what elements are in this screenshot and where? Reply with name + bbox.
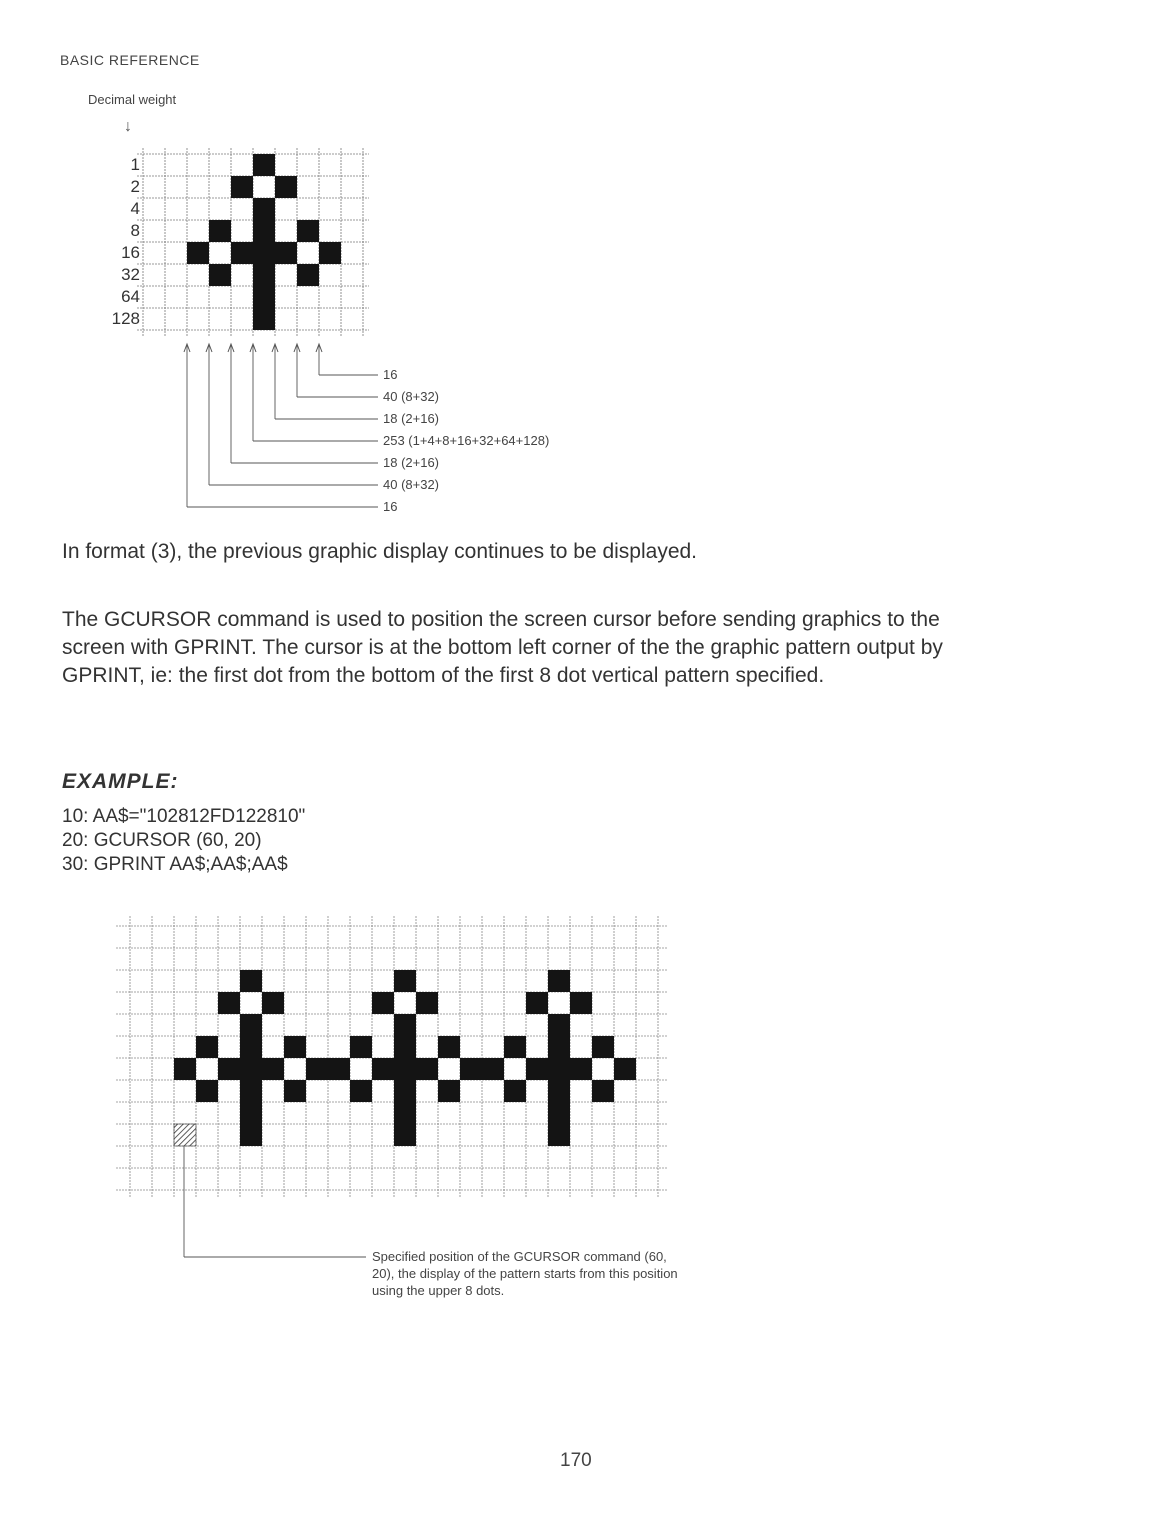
row-weight: 2 <box>130 177 140 196</box>
pattern-dot <box>240 1036 262 1058</box>
pattern-dot <box>438 1080 460 1102</box>
dot-pattern-figure <box>0 0 1175 540</box>
gcursor-caption: Specified position of the GCURSOR command (60, 20), the display of the pattern starts from this position using the upper 8 dots. <box>372 1249 678 1298</box>
pattern-dot <box>187 242 209 264</box>
code-line: 20: GCURSOR (60, 20) <box>62 830 262 851</box>
pattern-dot <box>253 264 275 286</box>
pattern-dot <box>306 1058 328 1080</box>
pattern-dot <box>526 992 548 1014</box>
pattern-dot <box>416 1058 438 1080</box>
pattern-dot <box>328 1058 350 1080</box>
row-weight: 4 <box>130 199 140 218</box>
pattern-dot <box>253 220 275 242</box>
pattern-dot <box>284 1080 306 1102</box>
decimal-weight-label: Decimal weight <box>88 92 177 107</box>
pattern-dot <box>297 220 319 242</box>
pattern-dot <box>372 1058 394 1080</box>
pattern-dot <box>548 1080 570 1102</box>
pattern-dot <box>240 1124 262 1146</box>
row-weight: 8 <box>130 221 140 240</box>
pattern-dot <box>372 992 394 1014</box>
column-sum: 18 (2+16) <box>383 411 440 426</box>
pattern-dot <box>350 1036 372 1058</box>
row-weight: 128 <box>111 309 140 328</box>
pattern-dot <box>548 1058 570 1080</box>
pattern-dot <box>196 1080 218 1102</box>
column-sum: 16 <box>383 367 398 382</box>
pattern-dot <box>253 198 275 220</box>
pattern-dot <box>548 1014 570 1036</box>
column-sum-labels <box>383 364 549 518</box>
pattern-dot <box>394 1036 416 1058</box>
pattern-dot <box>231 176 253 198</box>
pattern-dot <box>526 1058 548 1080</box>
pattern-dot <box>482 1058 504 1080</box>
pattern-dot <box>218 1058 240 1080</box>
pattern-dot <box>262 992 284 1014</box>
pattern-dot <box>253 286 275 308</box>
pattern-dot <box>253 242 275 264</box>
pattern-dot <box>394 1080 416 1102</box>
pattern-dot <box>284 1036 306 1058</box>
pattern-dot <box>570 992 592 1014</box>
pattern-dot <box>504 1036 526 1058</box>
page-header: BASIC REFERENCE <box>60 52 200 68</box>
pattern-dot <box>240 970 262 992</box>
pattern-dot <box>240 1080 262 1102</box>
pattern-dot <box>174 1058 196 1080</box>
column-sum: 40 (8+32) <box>383 389 440 404</box>
pattern-dot <box>275 176 297 198</box>
pattern-dot <box>548 1036 570 1058</box>
pattern-dot <box>570 1058 592 1080</box>
column-sum: 253 (1+4+8+16+32+64+128) <box>383 433 550 448</box>
row-weight: 32 <box>121 265 140 284</box>
row-weight: 16 <box>121 243 140 262</box>
pattern-dot <box>394 1124 416 1146</box>
pattern-dot <box>196 1036 218 1058</box>
row-weight: 64 <box>121 287 140 306</box>
down-arrow-icon: ↓ <box>124 118 132 135</box>
pattern-dot <box>438 1036 460 1058</box>
pattern-dot <box>240 1058 262 1080</box>
pattern-dot <box>416 992 438 1014</box>
pattern-dot <box>350 1080 372 1102</box>
column-sum: 40 (8+32) <box>383 477 440 492</box>
pattern-dot <box>231 242 253 264</box>
pattern-dot <box>394 970 416 992</box>
pattern-dot <box>394 1014 416 1036</box>
pattern-dot <box>592 1036 614 1058</box>
pattern-dot <box>240 1014 262 1036</box>
pattern-dot <box>394 1058 416 1080</box>
column-sum: 16 <box>383 499 398 514</box>
pattern-dot <box>548 1124 570 1146</box>
pattern-dot <box>218 992 240 1014</box>
cursor-position-cell <box>174 1124 196 1146</box>
pattern-dot <box>262 1058 284 1080</box>
pattern-dot <box>460 1058 482 1080</box>
pattern-dot <box>548 1102 570 1124</box>
code-line: 10: AA$="102812FD122810" <box>62 806 306 827</box>
pattern-dot <box>275 242 297 264</box>
pattern-dot <box>209 264 231 286</box>
paragraph-gcursor: The GCURSOR command is used to position the screen cursor before sending graphics to the screen with GPRINT. The cursor is at the bottom left corner of the the graphic pattern output by GPRINT, ie: the first dot from the bottom of the first 8 dot vertical pattern specified. <box>62 608 943 687</box>
pattern-dot <box>548 970 570 992</box>
example-heading: EXAMPLE: <box>62 770 179 793</box>
row-weight: 1 <box>130 155 140 174</box>
pattern-dot <box>592 1080 614 1102</box>
pattern-dot <box>209 220 231 242</box>
example-code <box>62 805 305 877</box>
pattern-dot <box>504 1080 526 1102</box>
pattern-dot <box>394 1102 416 1124</box>
paragraph-format-3: In format (3), the previous graphic display continues to be displayed. <box>62 540 698 563</box>
pattern-dot <box>297 264 319 286</box>
code-line: 30: GPRINT AA$;AA$;AA$ <box>62 854 288 875</box>
column-sum: 18 (2+16) <box>383 455 440 470</box>
pattern-dot <box>319 242 341 264</box>
pattern-dot <box>240 1102 262 1124</box>
pattern-dot <box>253 308 275 330</box>
pattern-dot <box>614 1058 636 1080</box>
pattern-dot <box>253 154 275 176</box>
page-number: 170 <box>560 1450 592 1471</box>
